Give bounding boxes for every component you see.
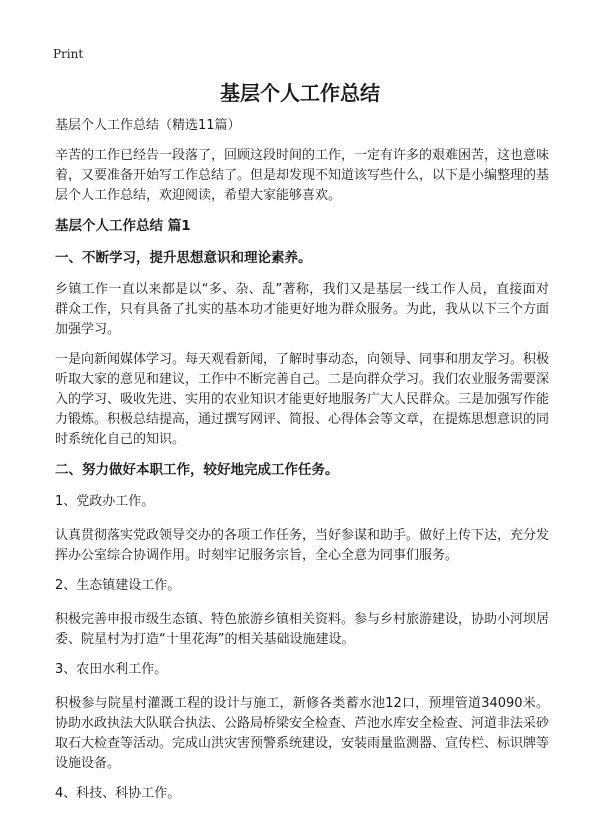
heading-learning: 一、不断学习，提升思想意识和理论素养。 xyxy=(55,250,312,266)
article-body xyxy=(55,116,549,818)
paragraph-learning-methods: 一是向新闻媒体学习。每天观看新闻，了解时事动态，向领导、同事和朋友学习。积极听取大家的意见和建议，工作中不断完善自己。二是向群众学习。我们农业服务需要深入的学习、吸收先进、实用的农业知识才能更好地服务广大人民群众。三是加强写作能力锻炼。积极总结提高，通过撰写网评、简报、心得体会等文章，在提炼思想意识的同时系统化自己的知识。 xyxy=(55,352,550,447)
intro-paragraph: 辛苦的工作已经告一段落了，回顾这段时间的工作，一定有许多的艰难困苦，这也意味着，又要准备开始写工作总结了。但是却发现不知道该写些什么，以下是小编整理的基层个人工作总结，欢迎阅读，希望大家能够喜欢。 xyxy=(55,148,550,203)
print-link[interactable]: Print xyxy=(53,47,84,61)
item-science: 4、科技、科协工作。 xyxy=(55,786,181,801)
page-title: 基层个人工作总结 xyxy=(220,81,380,105)
heading-duties: 二、努力做好本职工作，较好地完成工作任务。 xyxy=(55,462,339,478)
item-party-office: 1、党政办工作。 xyxy=(55,494,155,509)
item-eco-town: 2、生态镇建设工作。 xyxy=(55,578,181,593)
paragraph-eco-town: 积极完善申报市级生态镇、特色旅游乡镇相关资料。参与乡村旅游建设，协助小河坝居委、院星村为打造“十里花海”的相关基础设施建设。 xyxy=(55,612,550,647)
item-irrigation: 3、农田水利工作。 xyxy=(55,662,168,677)
article-subtitle: 基层个人工作总结（精选11篇） xyxy=(55,118,241,133)
section-title: 基层个人工作总结 篇1 xyxy=(55,218,191,234)
paragraph-learning-intro: 乡镇工作一直以来都是以“多、杂、乱”著称，我们又是基层一线工作人员，直接面对群众工作，只有具备了扎实的基本功才能更好地为群众服务。为此，我从以下三个方面加强学习。 xyxy=(55,282,550,337)
paragraph-party-office: 认真贯彻落实党政领导交办的各项工作任务，当好参谋和助手。做好上传下达，充分发挥办公室综合协调作用。时刻牢记服务宗旨，全心全意为同事们服务。 xyxy=(55,528,550,563)
paragraph-irrigation: 积极参与院星村灌溉工程的设计与施工，新修各类蓄水池12口，预埋管道34090米。协助水政执法大队联合执法、公路局桥梁安全检查、芦池水库安全检查、河道非法采砂取石大检查等活动。完成山洪灾害预警系统建设，安装雨量监测器、宣传栏、标识牌等设施设备。 xyxy=(55,696,550,771)
